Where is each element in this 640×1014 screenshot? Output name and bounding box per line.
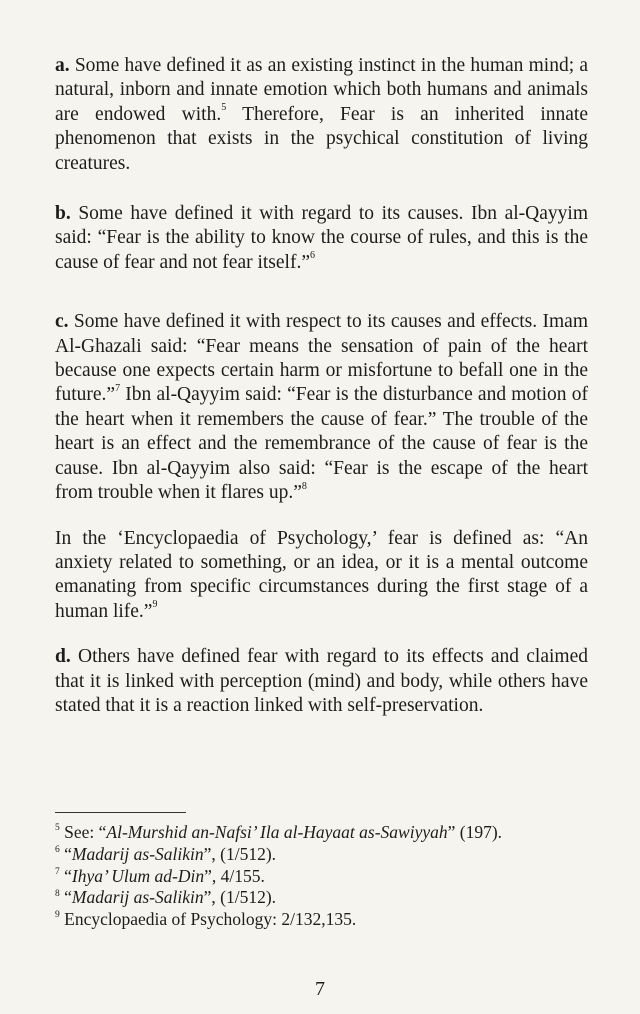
- footnote-ref[interactable]: 5: [221, 102, 227, 114]
- paragraph-label: b.: [55, 203, 71, 225]
- footnote-title: Madarij as-Salikin: [71, 843, 204, 864]
- page-body: [55, 54, 588, 718]
- paragraph-text: Some have defined it as an existing instinct in the human mind; a natural, inborn and innate emotion which both humans and animals are endowed with.: [55, 55, 588, 125]
- paragraph-a: [55, 54, 588, 176]
- footnote-item: [55, 844, 588, 866]
- paragraph-c: [55, 310, 588, 505]
- page-number: 7: [315, 978, 325, 1000]
- paragraph-text: Some have defined it with respect to its causes and effects. Imam Al-Ghazali said: “Fear means the sensation of pain of the heart because one expects certain harm or misfortune to befall one in the future.”: [55, 311, 588, 406]
- footnote-ref[interactable]: 6: [310, 250, 315, 262]
- paragraph-text: Others have defined fear with regard to its effects and claimed that it is linked with perception (mind) and body, while others have stated that it is a reaction linked with self-preservation.: [55, 646, 588, 716]
- footnote-title: Madarij as-Salikin: [71, 887, 204, 908]
- footnote-post: ” (197).: [447, 822, 503, 842]
- footnote-ref[interactable]: 7: [115, 382, 121, 394]
- footnote-pre: Encyclopaedia of Psychology: 2/132,135.: [59, 909, 357, 930]
- footnote-post: ”, (1/512).: [203, 843, 277, 864]
- footnote-title: Al-Murshid an-Nafsi’ Ila al-Hayaat as-Sawiyyah: [106, 822, 448, 842]
- footnote-item: [55, 887, 588, 909]
- footnote-divider: [55, 812, 186, 813]
- footnote-pre: “: [59, 887, 72, 908]
- footnote-pre: “: [59, 843, 72, 864]
- footnote-number: 5: [55, 823, 60, 834]
- footnote-number: 6: [55, 844, 60, 855]
- footnote-item: [55, 822, 588, 844]
- footnote-pre: “: [59, 865, 72, 886]
- footnote-title: Ihya’ Ulum ad-Din: [71, 865, 205, 886]
- paragraph-text: Some have defined it with regard to its causes. Ibn al-Qayyim said: “Fear is the ability to know the course of rules, and this is the cause of fear and not fear itself.”: [55, 203, 588, 273]
- paragraph-label: c.: [55, 311, 69, 333]
- paragraph-text: In the ‘Encyclopaedia of Psychology,’ fear is defined as: “An anxiety related to something, or an idea, or it is a mental outcome emanating from specific circumstances during the first stage of a human life.”: [55, 527, 588, 622]
- footnote-item: [55, 909, 588, 931]
- footnotes: [55, 822, 588, 931]
- paragraph-encyclopaedia: [55, 527, 588, 625]
- paragraph-text: Ibn al-Qayyim said: “Fear is the disturbance and motion of the heart when it remembers the cause of fear.” The trouble of the heart is an effect and the remembrance of the cause of fear is the cause. Ibn al-Qayyim also said: “Fear is the escape of the heart from trouble when it flares up.”: [55, 384, 588, 504]
- footnote-number: 7: [55, 866, 60, 877]
- footnote-ref[interactable]: 9: [152, 599, 158, 611]
- paragraph-label: a.: [55, 55, 70, 76]
- paragraph-d: [55, 645, 588, 718]
- footnote-number: 9: [55, 910, 60, 921]
- footnote-post: ”, (1/512).: [203, 887, 277, 908]
- paragraph-text: Therefore, Fear is an inherited innate phenomenon that exists in the psychical constitution of living creatures.: [55, 103, 588, 174]
- paragraph-label: d.: [55, 646, 71, 668]
- footnote-item: [55, 866, 588, 888]
- footnote-post: ”, 4/155.: [204, 865, 265, 886]
- paragraph-b: [55, 202, 588, 275]
- footnote-ref[interactable]: 8: [301, 480, 307, 492]
- footnote-number: 8: [55, 888, 60, 899]
- footnote-pre: See: “: [59, 822, 107, 842]
